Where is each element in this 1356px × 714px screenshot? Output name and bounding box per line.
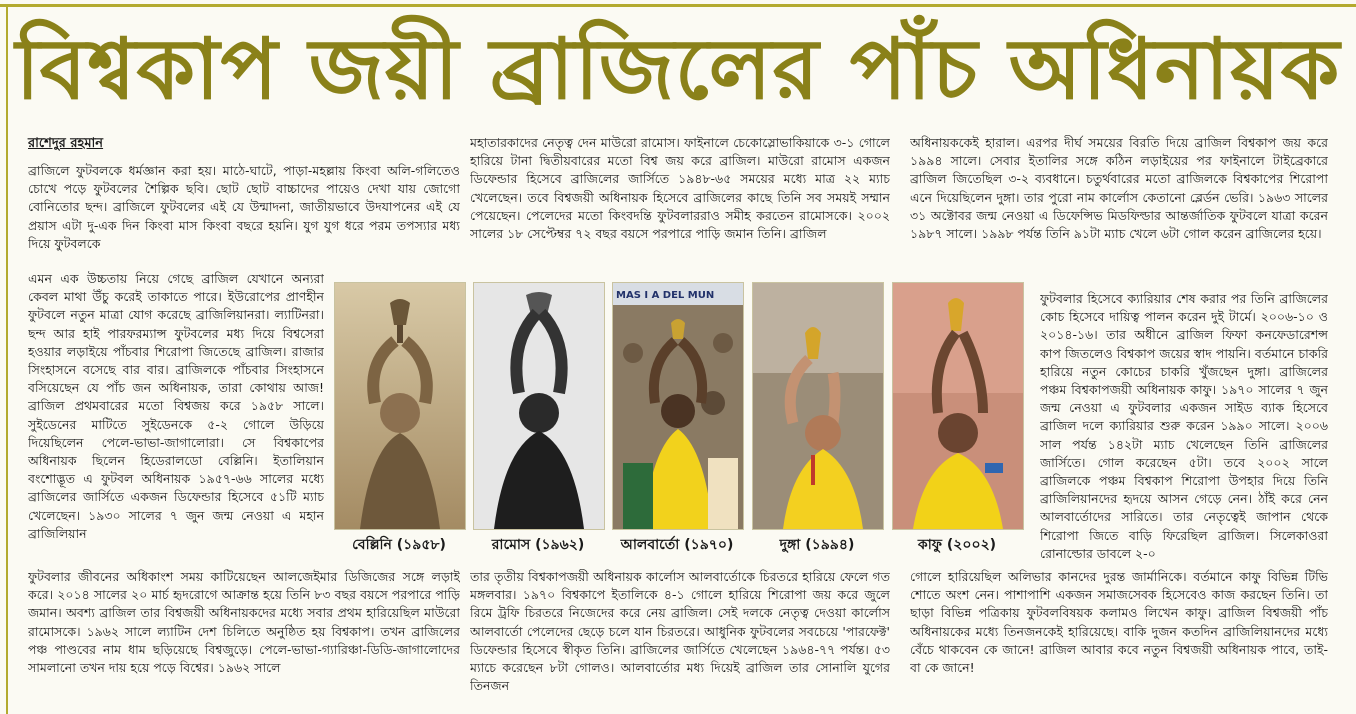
caption-alberto: আলবার্তো (১৯৭০) [620,537,734,553]
photo-cafu [892,282,1024,530]
column-1-top [28,162,460,270]
paragraph: ফুটবলার হিসেবে ক্যারিয়ার শেষ করার পর তিনি ব্রাজিলের কোচ হিসেবে দায়িত্ব পালন করেন দুই টার্মে। ২০০৬-১০ ও ২০১৪-১৬। তার অধীনে ব্রাজিল ফিফা কনফেডারেশন্স কাপ জিতলেও বিশ্বকাপ জয়ের স্বাদ পায়নি। বর্তমানে চাকরি হারিয়ে নতুন কোচের চাকরি খুঁজছেন দুঙ্গা। ব্রাজিলের পঞ্চম বিশ্বকাপজয়ী অধিনায়ক কাফু। ১৯৭০ সালের ৭ জুন জন্ম নেওয়া এ ফুটবলার একজন সাইড ব্যাক হিসেবে ব্রাজিল দলে ক্যারিয়ার শুরু করেন ১৯৯০ সালে। ২০০৬ সাল পর্যন্ত ১৪২টা ম্যাচ খেলেছেন তিনি ব্রাজিলের জার্সিতে। গোল করেছেন ৫টা। তবে ২০০২ সালে ব্রাজিলকে পঞ্চম বিশ্বকাপ শিরোপা উপহার দিয়ে তিনি ব্রাজিলিয়ানদের হৃদয়ে আসন গেড়ে নেন। ঠাঁই করে নেন আলবার্তোদের সারিতে। তার নেতৃত্বেই জাপান থেকে শিরোপা জিতে বাড়ি ফিরেছিল ব্রাজিল। সিলেকাওরা রোনাল্ডোর ডাবলে ২-০ [1040,291,1328,561]
paragraph: ফুটবলার জীবনের অধিকাংশ সময় কাটিয়েছেন আলজেইমার ডিজিজের সঙ্গে লড়াই করে। ২০১৪ সালের ২০ মার্চ হৃদরোগে আক্রান্ত হয়ে তিনি ৮৩ বছর বয়সে পরপারে পাড়ি জমান। অবশ্য ব্রাজিল তার বিশ্বজয়ী অধিনায়কদের মধ্যে সবার প্রথম হারিয়েছিল মাউরো রামোসকে। ১৯৬২ সালে ল্যাটিন দেশ চিলিতে অনুষ্ঠিত হয় বিশ্বকাপ। তখন ব্রাজিলের পঞ্চ পাণ্ডবের নাম ধাম ছড়িয়েছে বিশ্বজুড়ে। পেলে-ভাভা-গ্যারিঞ্চা-ডিডি-জাগালোদের সামলানো তখন দায় হয়ে পড়ে বিশ্বের। ১৯৬২ সালে [28,569,460,676]
photo-ramos [473,282,605,530]
stadium-banner: MAS I A DEL MUN [616,290,715,301]
paragraph: এমন এক উচ্চতায় নিয়ে গেছে ব্রাজিল যেখানে অন্যরা কেবল মাথা উঁচু করেই তাকাতে পারে। ইউরোপের প্রাণহীন ফুটবলে নতুন মাত্রা যোগ করেছে ব্রাজিলিয়ানরা। ল্যাটিনরা। ছন্দ আর হাই পারফরম্যান্স ফুটবলের মধ্য দিয়ে বিশ্বসেরা হওয়ার লড়াইয়ে পাঁচবার শিরোপা জিতেছে ব্রাজিল। রাজার সিংহাসনে বসেছে বার বার। ব্রাজিলকে পাঁচবার সিংহাসনে বসিয়েছেন যে পাঁচ জন অধিনায়ক, তারা কোথায় আজ! ব্রাজিল প্রথমবারের মতো বিশ্বজয় করে ১৯৫৮ সালে। সুইডেনের মাটিতে সুইডেনকে ৫-২ গোলে উড়িয়ে দিয়েছিলেন পেলে-ভাভা-জাগালোরা। সে বিশ্বকাপের অধিনায়ক ছিলেন হিডেরালডো বেল্লিনি। ইতালিয়ান বংশোদ্ভূত এ ফুটবল অধিনায়ক ১৯৫৭-৬৬ সালের মধ্যে ব্রাজিলের জার্সিতে একজন ডিফেন্ডার হিসেবে ৫১টি ম্যাচ খেলেছেন। ১৯৩০ সালের ৭ জুন জন্ম নেওয়া এ মহান ব্রাজিলিয়ান [28,271,324,541]
caption-ramos: রামোস (১৯৬২) [491,537,585,553]
headline: বিশ্বকাপ জয়ী ব্রাজিলের পাঁচ অধিনায়ক [15,19,1341,118]
paragraph: ব্রাজিলে ফুটবলকে ধর্মজ্ঞান করা হয়। মাঠে-ঘাটে, পাড়া-মহল্লায় কিংবা অলি-গলিতেও চোখে পড়ে ফুটবলের শৈল্পিক ছবি। ছোট ছোট বাচ্চাদের পায়েও দেখা যায় জোগো বোনিতোর ছন্দ। ব্রাজিলে ফুটবলের এই যে উন্মাদনা, জাতীয়ভাবে উদযাপনের এই যে প্রয়াস এটা দু-এক দিন কিংবা মাস কিংবা বছরে হয়নি। যুগ যুগ ধরে পরম তপস্যার মধ্য দিয়ে ফুটবলকে [28,163,460,251]
column-3-bottom [910,568,1328,708]
column-1-bottom [28,568,460,708]
column-1-middle [28,270,324,568]
paragraph: তার তৃতীয় বিশ্বকাপজয়ী অধিনায়ক কার্লোস আলবার্তোকে চিরতরে হারিয়ে ফেলে গত মঙ্গলবার। ১৯৭০ বিশ্বকাপে ইতালিকে ৪-১ গোলে হারিয়ে শিরোপা জয় করে জুলে রিমে ট্রফি চিরতরে নিজেদের করে নেয় ব্রাজিল। সেই দলকে নেতৃত্ব দেওয়া কার্লোস আলবার্তো পেলেদের ছেড়ে চলে যান চিরতরে। আধুনিক ফুটবলের সবচেয়ে 'পারফেক্ট' ডিফেন্ডার হিসেবে স্বীকৃত তিনি। ব্রাজিলের জার্সিতে খেলেছেন ১৯৬৪-৭৭ পর্যন্ত। ৫৩ ম্যাচে করেছেন ৮টা গোলও। আলবার্তোর মধ্য দিয়েই ব্রাজিল তার সোনালি যুগের তিনজন [470,569,890,694]
byline: রাশেদুর রহমান [28,136,104,151]
column-3-top [910,134,1328,292]
photo-alberto [612,282,744,530]
paragraph: অধিনায়ককেই হারাল। এরপর দীর্ঘ সময়ের বিরতি দিয়ে ব্রাজিল বিশ্বকাপ জয় করে ১৯৯৪ সালে। সেবার ইতালির সঙ্গে কঠিন লড়াইয়ের পর ফাইনালে টাইব্রেকারে ব্রাজিল জিতেছিল ৩-২ ব্যবধানে। চতুর্থবারের মতো ব্রাজিলকে বিশ্বকাপের শিরোপা এনে দিয়েছিলেন দুঙ্গা। তার পুরো নাম কার্লোস কেতানো ব্লের্ডন ভেরি। ১৯৬৩ সালের ৩১ অক্টোবর জন্ম নেওয়া এ ডিফেন্সিভ মিডফিল্ডার আন্তর্জাতিক ফুটবলে যাত্রা করেন ১৯৮৭ সালে। ১৯৯৮ পর্যন্ত তিনি ৯১টা ম্যাচ খেলে ৬টা গোল করেন ব্রাজিলের হয়ে। [910,135,1328,242]
paragraph: গোলে হারিয়েছিল অলিভার কানদের দুরন্ত জার্মানিকে। বর্তমানে কাফু বিভিন্ন টিভি শোতে অংশ নেন। পাশাপাশি একজন সমাজসেবক হিসেবেও কাজ করছেন তিনি। তা ছাড়া বিভিন্ন পত্রিকায় ফুটবলবিষয়ক কলামও লিখেন কাফু। ব্রাজিল বিশ্বজয়ী পাঁচ অধিনায়কের মধ্যে তিনজনকেই হারিয়েছে। বাকি দুজন কতদিন ব্রাজিলিয়ানদের মধ্যে বেঁচে থাকবেন কে জানে! ব্রাজিল আবার কবে নতুন বিশ্বজয়ী অধিনায়ক পাবে, তাই-বা কে জানে! [910,569,1328,676]
photo-dunga [752,282,884,530]
caption-cafu: কাফু (২০০২) [917,537,997,553]
photo-bellini [334,282,466,530]
column-2-top [470,134,890,276]
top-rule [0,4,1356,7]
paragraph: মহাতারকাদের নেতৃত্ব দেন মাউরো রামোস। ফাইনালে চেকোস্লোভাকিয়াকে ৩-১ গোলে হারিয়ে টানা দ্বিতীয়বারের মতো বিশ্ব জয় করে ব্রাজিল। মাউরো রামোস একজন ডিফেন্ডার হিসেবে ব্রাজিলের জার্সিতে ১৯৪৮-৬৫ সময়ের মধ্যে মাত্র ২২ ম্যাচ খেলেছেন। তবে বিশ্বজয়ী অধিনায়ক হিসেবে ব্রাজিলের কাছে তিনি সব সময়ই সম্মান পেয়েছেন। পেলেদের মতো কিংবদন্তি ফুটবলাররাও সমীহ করতেন রামোসকে। ২০০২ সালের ১৮ সেপ্টেম্বর ৭২ বছর বয়সে পরপারে পাড়ি জমান তিনি। ব্রাজিল [470,135,890,242]
column-3-middle [1040,290,1328,570]
column-2-bottom [470,568,890,708]
caption-dunga: দুঙ্গা (১৯৯৪) [779,537,855,553]
caption-bellini: বেল্লিনি (১৯৫৮) [352,537,446,553]
